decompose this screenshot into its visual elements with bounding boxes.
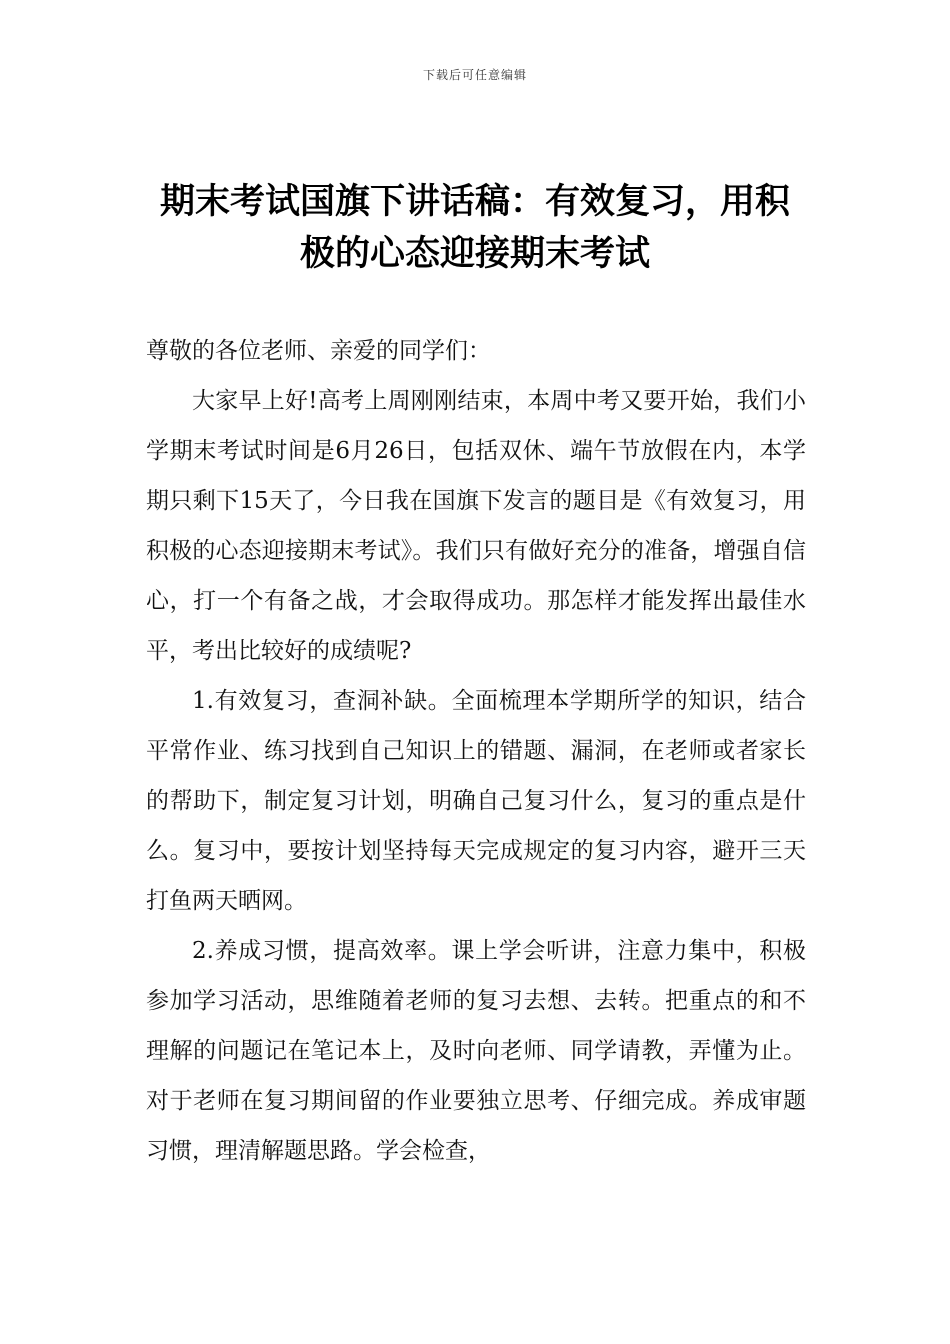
paragraph-point-1: 1.有效复习，查洞补缺。全面梳理本学期所学的知识，结合平常作业、练习找到自己知识上的错题、漏洞，在老师或者家长的帮助下，制定复习计划，明确自己复习什么，复习的重点是什么。复习中，要按计划坚持每天完成规定的复习内容，避开三天打鱼两天晒网。 (146, 688, 806, 914)
header-note: 下载后可任意编辑 (422, 68, 527, 82)
paragraph-intro: 大家早上好!高考上周刚刚结束，本周中考又要开始，我们小学期末考试时间是6月26日，包括双休、端午节放假在内，本学期只剩下15天了，今日我在国旗下发言的题目是《有效复习，用积极的心态迎接期末考试》。我们只有做好充分的准备，增强自信心，打一个有备之战，才会取得成功。那怎样才能发挥出最佳水平，考出比较好的成绩呢? (146, 388, 806, 664)
document-title (130, 176, 820, 280)
title-line-1: 期末考试国旗下讲话稿：有效复习，用积 (159, 182, 790, 222)
title-line-2: 极的心态迎接期末考试 (299, 234, 650, 274)
salutation: 尊敬的各位老师、亲爱的同学们： (146, 338, 491, 364)
paragraph-point-2: 2.养成习惯，提高效率。课上学会听讲，注意力集中，积极参加学习活动，思维随着老师的复习去想、去转。把重点的和不理解的问题记在笔记本上，及时向老师、同学请教，弄懂为止。对于老师在复习期间留的作业要独立思考、仔细完成。养成审题习惯，理清解题思路。学会检查， (146, 938, 806, 1164)
document-body (146, 326, 806, 1176)
